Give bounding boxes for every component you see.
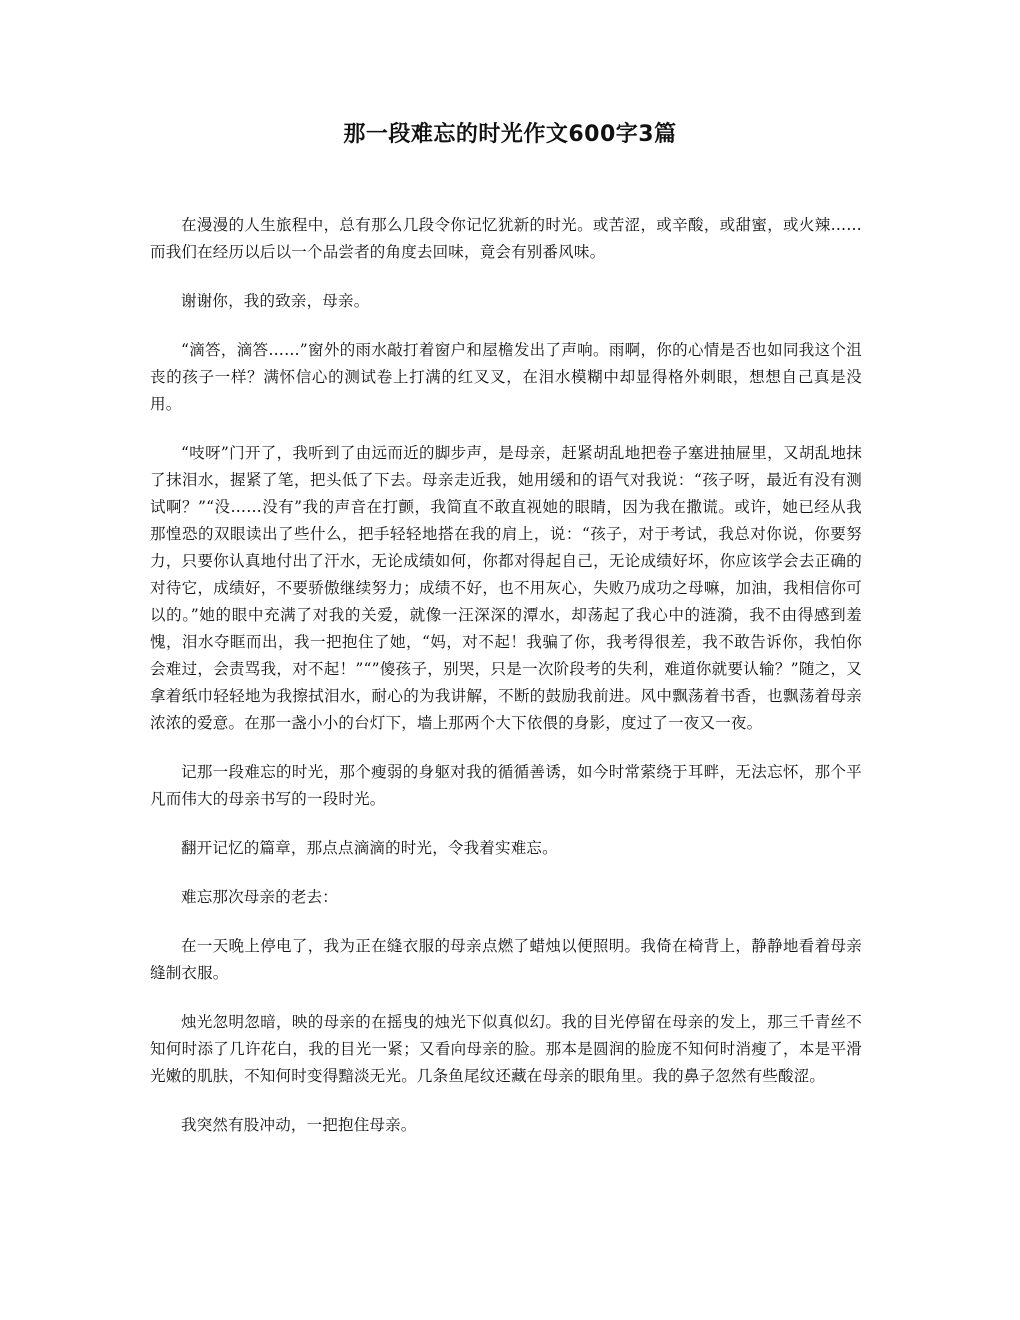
paragraph: 记那一段难忘的时光，那个瘦弱的身躯对我的循循善诱，如今时常萦绕于耳畔，无法忘怀，那个平凡而伟大的母亲书写的一段时光。 <box>150 763 862 808</box>
paragraph: 我突然有股冲动，一把抱住母亲。 <box>181 1116 417 1134</box>
paragraph: 难忘那次母亲的老去： <box>181 888 339 906</box>
paragraph: 谢谢你，我的致亲，母亲。 <box>181 292 370 310</box>
paragraph: 在漫漫的人生旅程中，总有那么几段令你记忆犹新的时光。或苦涩，或辛酸，或甜蜜，或火辣……而我们在经历以后以一个品尝者的角度去回味，竟会有别番风味。 <box>150 216 862 261</box>
document-title: 那一段难忘的时光作文600字3篇 <box>343 122 677 147</box>
document-body <box>150 212 862 1161</box>
paragraph: 在一天晚上停电了，我为正在缝衣服的母亲点燃了蜡烛以便照明。我倚在椅背上，静静地看着母亲缝制衣服。 <box>150 937 862 982</box>
paragraph: 翻开记忆的篇章，那点点滴滴的时光，令我着实难忘。 <box>181 839 558 857</box>
paragraph: “滴答，滴答……”窗外的雨水敲打着窗户和屋檐发出了声响。雨啊，你的心情是否也如同我这个沮丧的孩子一样？满怀信心的测试卷上打满的红叉叉，在泪水模糊中却显得格外刺眼，想想自己真是没用。 <box>150 341 862 413</box>
paragraph: “吱呀”门开了，我听到了由远而近的脚步声，是母亲，赶紧胡乱地把卷子塞进抽屉里，又胡乱地抹了抹泪水，握紧了笔，把头低了下去。母亲走近我，她用缓和的语气对我说：“孩子呀，最近有没有测试啊？”“没……没有”我的声音在打颤，我简直不敢直视她的眼睛，因为我在撒谎。或许，她已经从我那惶恐的双眼读出了些什么，把手轻轻地搭在我的肩上，说：“孩子，对于考试，我总对你说，你要努力，只要你认真地付出了汗水，无论成绩如何，你都对得起自己，无论成绩好坏，你应该学会去正确的对待它，成绩好，不要骄傲继续努力；成绩不好，也不用灰心，失败乃成功之母嘛，加油，我相信你可以的。”她的眼中充满了对我的关爱，就像一汪深深的潭水，却荡起了我心中的涟漪，我不由得感到羞愧，泪水夺眶而出，我一把抱住了她，“妈，对不起！我骗了你，我考得很差，我不敢告诉你，我怕你会难过，会责骂我，对不起！”“”傻孩子，别哭，只是一次阶段考的失利，难道你就要认输？”随之，又拿着纸巾轻轻地为我擦拭泪水，耐心的为我讲解，不断的鼓励我前进。风中飘荡着书香，也飘荡着母亲浓浓的爱意。在那一盏小小的台灯下，墙上那两个大下依偎的身影，度过了一夜又一夜。 <box>150 444 862 732</box>
paragraph: 烛光忽明忽暗，映的母亲的在摇曳的烛光下似真似幻。我的目光停留在母亲的发上，那三千青丝不知何时添了几许花白，我的目光一紧；又看向母亲的脸。那本是圆润的脸庞不知何时消瘦了，本是平滑光嫩的肌肤，不知何时变得黯淡无光。几条鱼尾纹还藏在母亲的眼角里。我的鼻子忽然有些酸涩。 <box>150 1013 862 1085</box>
